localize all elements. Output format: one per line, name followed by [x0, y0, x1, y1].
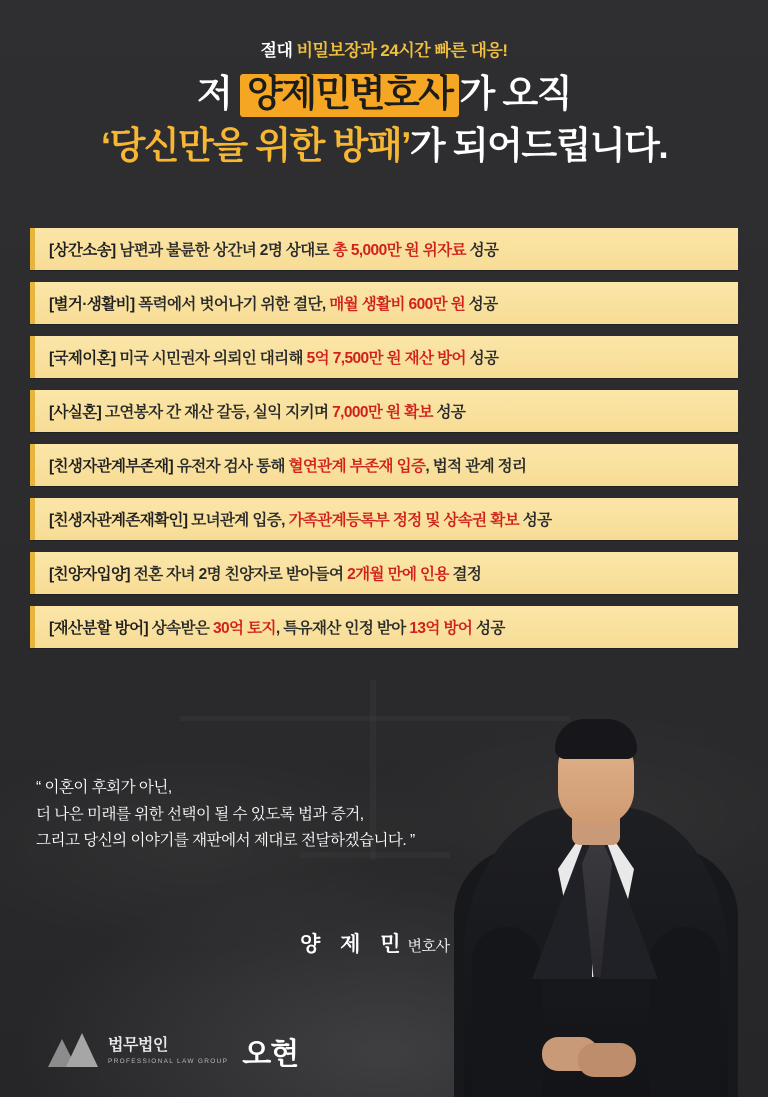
case-tag: [친양자입양]	[49, 566, 130, 583]
case-highlight: 2개월 만에 인용	[347, 566, 449, 583]
list-item	[30, 282, 738, 324]
kicker-highlight: 비밀보장과 24시간 빠른 대응!	[296, 41, 508, 60]
list-item	[30, 498, 738, 540]
case-result-text	[35, 562, 481, 584]
case-highlight: 7,000만 원 확보	[332, 404, 433, 421]
case-result-text	[35, 400, 465, 422]
case-result-text	[35, 292, 498, 314]
case-post: 결정	[448, 566, 482, 583]
case-tag: [재산분할 방어]	[49, 620, 149, 637]
kicker-pre: 절대	[260, 41, 297, 60]
case-mid: 모녀관계 입증,	[187, 512, 289, 529]
case-post: 성공	[465, 350, 499, 367]
firm-name: 오현	[242, 1038, 299, 1071]
case-post: 성공	[465, 296, 498, 313]
case-post: 성공	[518, 512, 552, 529]
headline-marked-name: 양제민변호사	[240, 74, 459, 117]
list-item	[30, 228, 738, 270]
headline-quote: ‘당신만을 위한 방패’	[100, 124, 410, 166]
firm-sublabel: PROFESSIONAL LAW GROUP	[108, 1057, 229, 1065]
firm-logo-text	[108, 1037, 228, 1065]
case-post: , 법적 관계 정리	[425, 458, 527, 475]
case-highlight: 가족관계등록부 정정 및 상속권 확보	[288, 512, 519, 529]
list-item	[30, 390, 738, 432]
lawyer-name: 양 제 민	[300, 933, 408, 956]
lawyer-portrait	[446, 677, 746, 1097]
case-result-text	[35, 508, 551, 530]
headline-line-2	[0, 123, 768, 169]
list-item	[30, 606, 738, 648]
quote-line-1: “ 이혼이 후회가 아닌,	[36, 779, 172, 796]
case-mid: 전혼 자녀 2명 친양자로 받아들여	[130, 566, 348, 583]
case-mid: 미국 시민권자 의뢰인 대리해	[115, 350, 307, 367]
case-tag: [별거·생활비]	[49, 296, 135, 313]
firm-label: 법무법인	[108, 1037, 168, 1055]
quote-line-2: 더 나은 미래를 위한 선택이 될 수 있도록 법과 증거,	[36, 805, 364, 823]
mountain-logo-icon	[46, 1031, 96, 1071]
lawyer-role: 변호사	[407, 938, 450, 955]
list-item	[30, 336, 738, 378]
lawyer-signature	[300, 928, 450, 958]
quote-line-3: 그리고 당신의 이야기를 재판에서 제대로 전달하겠습니다. ”	[36, 832, 415, 850]
case-highlight: 5억 7,500만 원 재산 방어	[306, 350, 466, 367]
case-mid: 상속받은	[148, 620, 213, 637]
case-mid: 유전자 검사 통해	[173, 458, 289, 475]
firm-logo	[46, 1029, 298, 1073]
case-highlight: 총 5,000만 원 위자료	[332, 242, 466, 259]
case-result-text	[35, 346, 498, 368]
headline-quote-post: 가 되어드립니다.	[409, 124, 668, 166]
headline-line-1	[0, 71, 768, 117]
case-post: 성공	[432, 404, 466, 421]
case-mid: 폭력에서 벗어나기 위한 결단,	[134, 296, 330, 313]
case-result-text	[35, 454, 526, 476]
case-mid: 고연봉자 간 재산 갈등, 실익 지키며	[101, 404, 333, 421]
case-tag: [친생자관계부존재]	[49, 458, 174, 475]
list-item	[30, 444, 738, 486]
case-highlight-2: 13억 방어	[409, 620, 473, 637]
header-kicker	[0, 36, 768, 61]
poster-header	[0, 36, 768, 169]
headline-post: 가 오직	[459, 73, 571, 114]
list-item	[30, 552, 738, 594]
case-result-text	[35, 616, 505, 638]
case-highlight: 매월 생활비 600만 원	[329, 296, 466, 313]
case-highlight: 30억 토지	[212, 620, 276, 637]
lawyer-quote	[36, 775, 556, 855]
case-post: 성공	[465, 242, 499, 259]
case-tag: [친생자관계존재확인]	[49, 512, 188, 529]
case-tag: [국제이혼]	[49, 350, 116, 367]
case-highlight: 혈연관계 부존재 입증	[288, 458, 426, 475]
case-tag: [상간소송]	[49, 242, 116, 259]
case-result-text	[35, 238, 498, 260]
case-post2: , 특유재산 인정 받아	[275, 620, 410, 637]
headline-pre: 저	[197, 73, 241, 114]
case-mid: 남편과 불륜한 상간녀 2명 상대로	[115, 242, 333, 259]
case-result-list	[30, 228, 738, 660]
case-post: 성공	[472, 620, 505, 637]
case-tag: [사실혼]	[49, 404, 102, 421]
